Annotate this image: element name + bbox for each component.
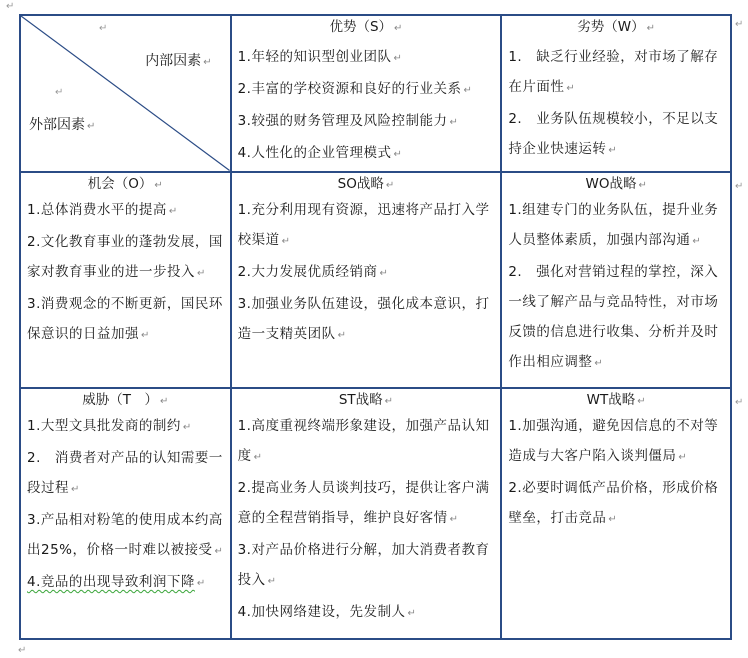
list-item: 2. 强化对营销过程的掌控，深入一线了解产品与竞品特性，对市场反馈的信息进行收集、分析并及时作出相应调整 ↵ [508, 263, 719, 370]
so-strategy-list [232, 195, 501, 351]
list-item: 1.年轻的知识型创业团队 ↵ [237, 49, 403, 65]
weaknesses-header: 劣势（W） ↵ [577, 19, 656, 35]
strengths-header: 优势（S） ↵ [329, 19, 403, 35]
st-strategy-cell [231, 388, 502, 639]
wt-strategy-list [502, 411, 730, 535]
paragraph-mark-icon: ↵ [99, 23, 108, 34]
weaknesses-list [502, 38, 730, 166]
list-item: 1.充分利用现有资源，迅速将产品打入学校渠道 ↵ [237, 201, 490, 248]
threats-cell [20, 388, 231, 639]
list-item: 2.必要时调低产品价格，形成价格壁垒，打击竞品 ↵ [508, 480, 719, 527]
wo-strategy-cell [501, 172, 731, 389]
list-item: 3.较强的财务管理及风险控制能力 ↵ [237, 113, 459, 129]
outer-factors-label: 外部因素 ↵ [29, 117, 96, 133]
weaknesses-cell [501, 15, 731, 172]
opportunities-cell [20, 172, 231, 389]
paragraph-mark-icon: ↵ [6, 1, 15, 12]
threats-list [21, 411, 230, 599]
list-item: 3.对产品价格进行分解，加大消费者教育投入 ↵ [237, 542, 490, 589]
so-strategy-header: SO战略 ↵ [337, 175, 395, 192]
opportunities-header: 机会（O） ↵ [87, 175, 163, 192]
list-item: 1. 缺乏行业经验，对市场了解存在片面性 ↵ [508, 49, 719, 95]
list-item: 1.组建专门的业务队伍，提升业务人员整体素质，加强内部沟通 ↵ [508, 201, 719, 248]
list-item: 1.大型文具批发商的制约 ↵ [27, 418, 192, 435]
list-item: 1.高度重视终端形象建设，加强产品认知度 ↵ [237, 418, 490, 465]
paragraph-mark-icon: ↵ [735, 19, 744, 30]
list-item: 2.大力发展优质经销商 ↵ [237, 263, 389, 280]
paragraph-mark-icon: ↵ [55, 87, 64, 98]
paragraph-mark-icon: ↵ [18, 645, 27, 656]
diagonal-line [21, 16, 230, 171]
list-item: 1.加强沟通，避免因信息的不对等造成与大客户陷入谈判僵局 ↵ [508, 418, 719, 465]
list-item: 2.丰富的学校资源和良好的行业关系 ↵ [237, 81, 473, 97]
corner-cell [20, 15, 231, 172]
list-item: 3.消费观念的不断更新，国民环保意识的日益加强 ↵ [27, 295, 223, 342]
list-item: 2. 业务队伍规模较小，不足以支持企业快速运转 ↵ [508, 111, 719, 157]
list-item: 4.人性化的企业管理模式 ↵ [237, 145, 403, 161]
wo-strategy-list [502, 195, 730, 379]
list-item: 2. 消费者对产品的认知需要一段过程 ↵ [27, 450, 223, 497]
list-item: 3.加强业务队伍建设，强化成本意识，打造一支精英团队 ↵ [237, 295, 490, 342]
st-strategy-header: ST战略 ↵ [338, 392, 394, 409]
strengths-list [232, 38, 501, 170]
threats-header: 威胁（T ） ↵ [82, 392, 169, 409]
wt-strategy-cell [501, 388, 731, 639]
wt-strategy-header: WT战略 ↵ [586, 392, 646, 409]
list-item: 3.产品相对粉笔的使用成本约高出25%，价格一时难以被接受 ↵ [27, 512, 224, 559]
inner-factors-label: 内部因素 ↵ [145, 53, 212, 69]
list-item: 4.加快网络建设，先发制人 ↵ [237, 604, 417, 621]
paragraph-mark-icon: ↵ [735, 397, 744, 408]
swot-table [19, 14, 732, 640]
strengths-cell [231, 15, 502, 172]
list-item: 2.提高业务人员谈判技巧，提供让客户满意的全程营销指导，维护良好客情 ↵ [237, 480, 490, 527]
st-strategy-list [232, 411, 501, 629]
list-item: 1.总体消费水平的提高 ↵ [27, 201, 178, 218]
so-strategy-cell [231, 172, 502, 389]
opportunities-list [21, 195, 230, 351]
wo-strategy-header: WO战略 ↵ [585, 175, 647, 192]
paragraph-mark-icon: ↵ [735, 181, 744, 192]
list-item: 4.竞品的出现导致利润下降 ↵ [27, 574, 206, 591]
list-item: 2.文化教育事业的蓬勃发展，国家对教育事业的进一步投入 ↵ [27, 233, 223, 280]
